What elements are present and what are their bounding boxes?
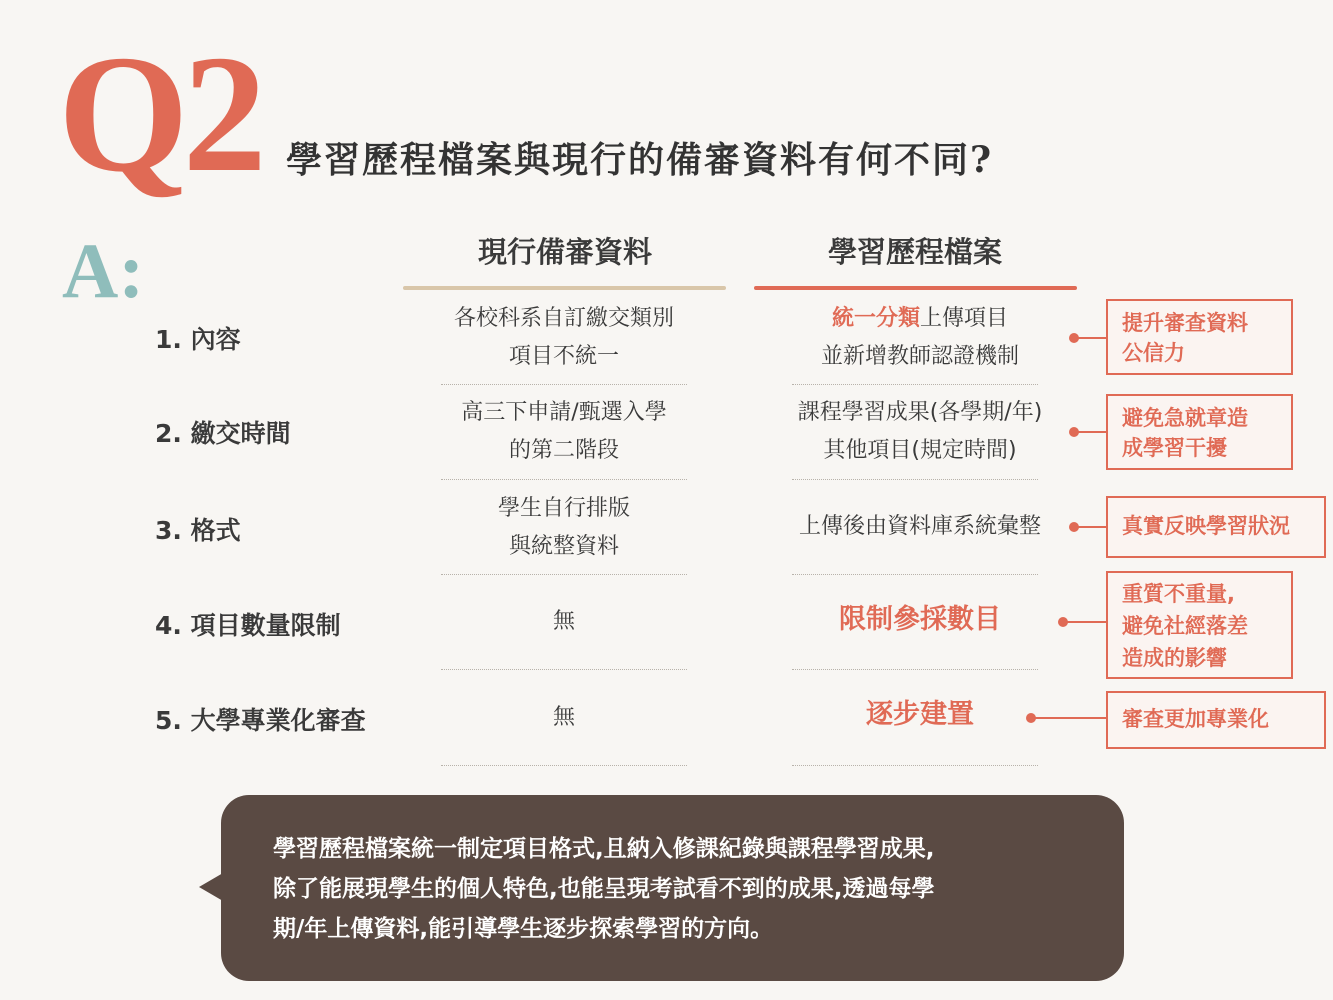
connector-line bbox=[1063, 621, 1107, 623]
row-divider bbox=[441, 669, 687, 670]
benefit-box-submission: 避免急就章造 成學習干擾 bbox=[1106, 394, 1293, 470]
connector-line bbox=[1074, 526, 1107, 528]
row-limit-current bbox=[441, 603, 687, 641]
row-label-content: 1. 內容 bbox=[155, 325, 241, 354]
cell-line: 課程學習成果(各學期/年) bbox=[797, 400, 1043, 425]
cell-line: 其他項目(規定時間) bbox=[823, 438, 1017, 463]
connector-line bbox=[1031, 717, 1107, 719]
cell-text: 上傳項目 bbox=[920, 306, 1009, 331]
row-submission-current bbox=[441, 394, 687, 470]
benefit-box-format: 真實反映學習狀況 bbox=[1106, 496, 1326, 558]
row-divider bbox=[792, 574, 1038, 575]
cell-line: 學生自行排版 bbox=[497, 496, 630, 521]
column-underline-new bbox=[754, 286, 1077, 290]
row-divider bbox=[792, 384, 1038, 385]
row-content-new bbox=[775, 300, 1065, 376]
benefit-box-review: 審查更加專業化 bbox=[1106, 691, 1326, 749]
row-review-new bbox=[775, 696, 1065, 734]
cell-line: 無 bbox=[552, 705, 575, 730]
speech-bubble-tail bbox=[199, 873, 223, 901]
row-content-current bbox=[441, 300, 687, 376]
summary-text bbox=[273, 829, 1076, 949]
question-title: 學習歷程檔案與現行的備審資料有何不同? bbox=[286, 139, 994, 181]
cell-line: 高三下申請/甄選入學 bbox=[461, 400, 667, 425]
row-submission-new bbox=[775, 394, 1065, 470]
row-divider bbox=[441, 765, 687, 766]
cell-line: 並新增教師認證機制 bbox=[820, 344, 1019, 369]
row-label-professional-review: 5. 大學專業化審查 bbox=[155, 706, 366, 735]
summary-line: 期/年上傳資料,能引導學生逐步探索學習的方向。 bbox=[273, 916, 774, 942]
cell-line: 無 bbox=[552, 609, 575, 634]
connector-line bbox=[1074, 337, 1107, 339]
row-limit-new bbox=[775, 601, 1065, 639]
benefit-box-content: 提升審查資料 公信力 bbox=[1106, 299, 1293, 375]
highlight-text: 統一分類 bbox=[831, 306, 920, 331]
row-label-format: 3. 格式 bbox=[155, 516, 241, 545]
cell-line: 各校科系自訂繳交類別 bbox=[453, 306, 674, 331]
row-label-item-limit: 4. 項目數量限制 bbox=[155, 611, 341, 640]
row-format-new bbox=[775, 508, 1065, 546]
cell-line: 項目不統一 bbox=[508, 344, 619, 369]
cell-line: 上傳後由資料庫系統彙整 bbox=[798, 514, 1041, 539]
row-format-current bbox=[441, 490, 687, 566]
row-divider bbox=[792, 479, 1038, 480]
column-header-new: 學習歷程檔案 bbox=[827, 235, 1002, 269]
connector-line bbox=[1074, 431, 1107, 433]
row-review-current bbox=[441, 699, 687, 737]
row-divider bbox=[441, 479, 687, 480]
summary-bubble bbox=[221, 795, 1124, 981]
row-divider bbox=[792, 765, 1038, 766]
cell-line: 逐步建置 bbox=[866, 699, 974, 730]
row-divider bbox=[441, 574, 687, 575]
question-number: Q2 bbox=[58, 21, 261, 207]
cell-line: 限制參採數目 bbox=[839, 604, 1001, 635]
cell-line: 與統整資料 bbox=[508, 534, 619, 559]
cell-line: 的第二階段 bbox=[508, 438, 619, 463]
row-divider bbox=[792, 669, 1038, 670]
column-header-current: 現行備審資料 bbox=[477, 235, 652, 269]
row-label-submission-time: 2. 繳交時間 bbox=[155, 419, 291, 448]
summary-line: 除了能展現學生的個人特色,也能呈現考試看不到的成果,透過每學 bbox=[273, 876, 935, 902]
row-divider bbox=[441, 384, 687, 385]
summary-line: 學習歷程檔案統一制定項目格式,且納入修課紀錄與課程學習成果, bbox=[273, 836, 935, 862]
answer-label: A: bbox=[62, 227, 145, 314]
benefit-box-item-limit: 重質不重量, 避免社經落差 造成的影響 bbox=[1106, 571, 1293, 679]
column-underline-current bbox=[403, 286, 726, 290]
